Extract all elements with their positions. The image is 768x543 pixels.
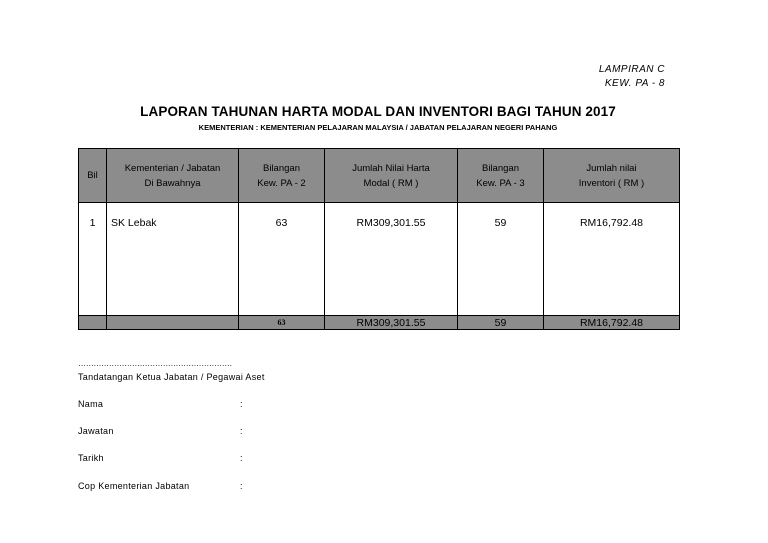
field-nama-colon: : (240, 399, 243, 409)
field-cop (78, 481, 243, 491)
column-header-bil: Bil (79, 149, 107, 203)
table-row (79, 203, 680, 316)
cell-bilangan-pa3: 59 (458, 203, 544, 316)
field-tarikh-colon: : (240, 453, 243, 463)
total-row (79, 316, 680, 330)
cell-nilai-inventori: RM16,792.48 (544, 203, 680, 316)
field-jawatan (78, 426, 243, 436)
field-cop-colon: : (240, 481, 243, 491)
field-tarikh (78, 453, 243, 463)
ref-form-code: KEW. PA - 8 (604, 78, 665, 89)
field-tarikh-label: Tarikh (78, 453, 104, 463)
column-header-bilangan-pa3: Bilangan Kew. PA - 3 (458, 149, 544, 203)
total-nilai-harta: RM309,301.55 (325, 316, 458, 330)
signature-dotted-line: …………………………………………………… (78, 359, 233, 368)
total-cell-bil (79, 316, 107, 330)
field-jawatan-label: Jawatan (78, 426, 114, 436)
report-subtitle: KEMENTERIAN : KEMENTERIAN PELAJARAN MALAYSIA / JABATAN PELAJARAN NEGERI PAHANG (198, 123, 558, 132)
cell-bil: 1 (79, 203, 107, 316)
column-header-bilangan-pa2: Bilangan Kew. PA - 2 (239, 149, 325, 203)
total-bilangan-pa3: 59 (458, 316, 544, 330)
total-nilai-inventori: RM16,792.48 (544, 316, 680, 330)
total-cell-kementerian (107, 316, 239, 330)
field-nama (78, 399, 243, 409)
column-header-nilai-inventori: Jumlah nilai Inventori ( RM ) (544, 149, 680, 203)
column-header-nilai-harta: Jumlah Nilai Harta Modal ( RM ) (325, 149, 458, 203)
report-table (78, 148, 680, 330)
cell-kementerian: SK Lebak (107, 203, 239, 316)
signature-label: Tandatangan Ketua Jabatan / Pegawai Aset (78, 372, 265, 382)
cell-bilangan-pa2: 63 (239, 203, 325, 316)
total-bilangan-pa2: 63 (239, 316, 325, 330)
ref-lampiran: LAMPIRAN C (598, 64, 665, 75)
report-title: LAPORAN TAHUNAN HARTA MODAL DAN INVENTORI BAGI TAHUN 2017 (140, 104, 616, 119)
cell-nilai-harta: RM309,301.55 (325, 203, 458, 316)
field-cop-label: Cop Kementerian Jabatan (78, 481, 190, 491)
column-header-kementerian: Kementerian / Jabatan Di Bawahnya (107, 149, 239, 203)
field-jawatan-colon: : (240, 426, 243, 436)
table-header-row (79, 149, 680, 203)
field-nama-label: Nama (78, 399, 104, 409)
